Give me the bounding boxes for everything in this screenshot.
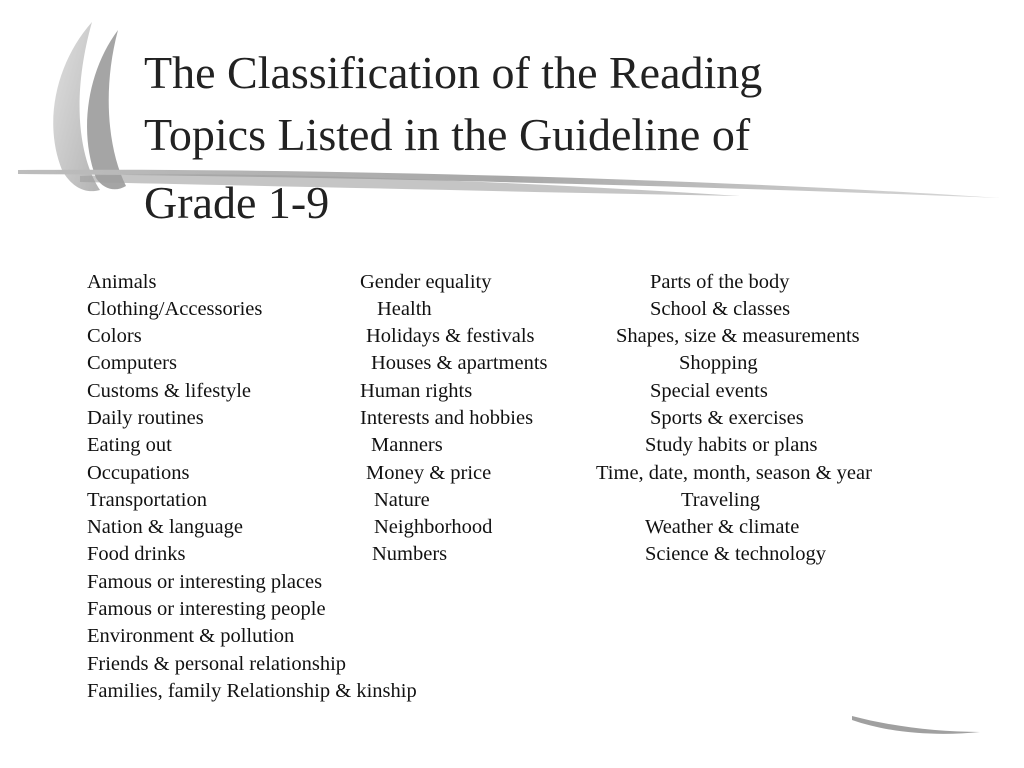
page-title [144, 42, 762, 234]
topic-computers: Computers [87, 352, 177, 374]
topic-time-date-season: Time, date, month, season & year [596, 462, 872, 484]
topic-nation-language: Nation & language [87, 516, 243, 538]
topic-human-rights: Human rights [360, 380, 473, 402]
topic-daily-routines: Daily routines [87, 407, 204, 429]
topic-money-price: Money & price [366, 462, 492, 484]
topic-families-kinship: Families, family Relationship & kinship [87, 680, 417, 702]
topic-customs-lifestyle: Customs & lifestyle [87, 380, 251, 402]
topic-famous-places: Famous or interesting places [87, 571, 323, 593]
topic-school-classes: School & classes [650, 298, 791, 320]
topic-sports-exercises: Sports & exercises [650, 407, 804, 429]
corner-swoosh [852, 716, 980, 734]
topic-eating-out: Eating out [87, 434, 172, 456]
topic-weather-climate: Weather & climate [645, 516, 800, 538]
topic-animals: Animals [87, 271, 157, 293]
topic-health: Health [377, 298, 432, 320]
topic-famous-people: Famous or interesting people [87, 598, 326, 620]
topic-study-habits: Study habits or plans [645, 434, 818, 456]
topic-holidays-festivals: Holidays & festivals [366, 325, 535, 347]
topic-manners: Manners [371, 434, 443, 456]
topic-gender-equality: Gender equality [360, 271, 492, 293]
topic-special-events: Special events [650, 380, 768, 402]
title-line-2: Topics Listed in the Guideline of [144, 109, 751, 160]
topic-transportation: Transportation [87, 489, 207, 511]
topic-parts-of-body: Parts of the body [650, 271, 790, 293]
title-line-3: Grade 1-9 [144, 177, 330, 228]
topic-houses-apartments: Houses & apartments [371, 352, 548, 374]
topic-numbers: Numbers [372, 543, 448, 565]
swoosh-leaf-front [87, 30, 126, 189]
topic-nature: Nature [374, 489, 430, 511]
topic-interests-hobbies: Interests and hobbies [360, 407, 534, 429]
topic-science-technology: Science & technology [645, 543, 827, 565]
topic-occupations: Occupations [87, 462, 190, 484]
topic-food-drinks: Food drinks [87, 543, 186, 565]
topic-shapes-size-measurements: Shapes, size & measurements [616, 325, 860, 347]
topic-shopping: Shopping [679, 352, 758, 374]
topic-colors: Colors [87, 325, 142, 347]
topic-friends-relationship: Friends & personal relationship [87, 653, 347, 675]
topic-clothing-accessories: Clothing/Accessories [87, 298, 263, 320]
topic-traveling: Traveling [681, 489, 760, 511]
title-line-1: The Classification of the Reading [144, 47, 763, 98]
topic-neighborhood: Neighborhood [374, 516, 493, 538]
topic-environment-pollution: Environment & pollution [87, 625, 295, 647]
